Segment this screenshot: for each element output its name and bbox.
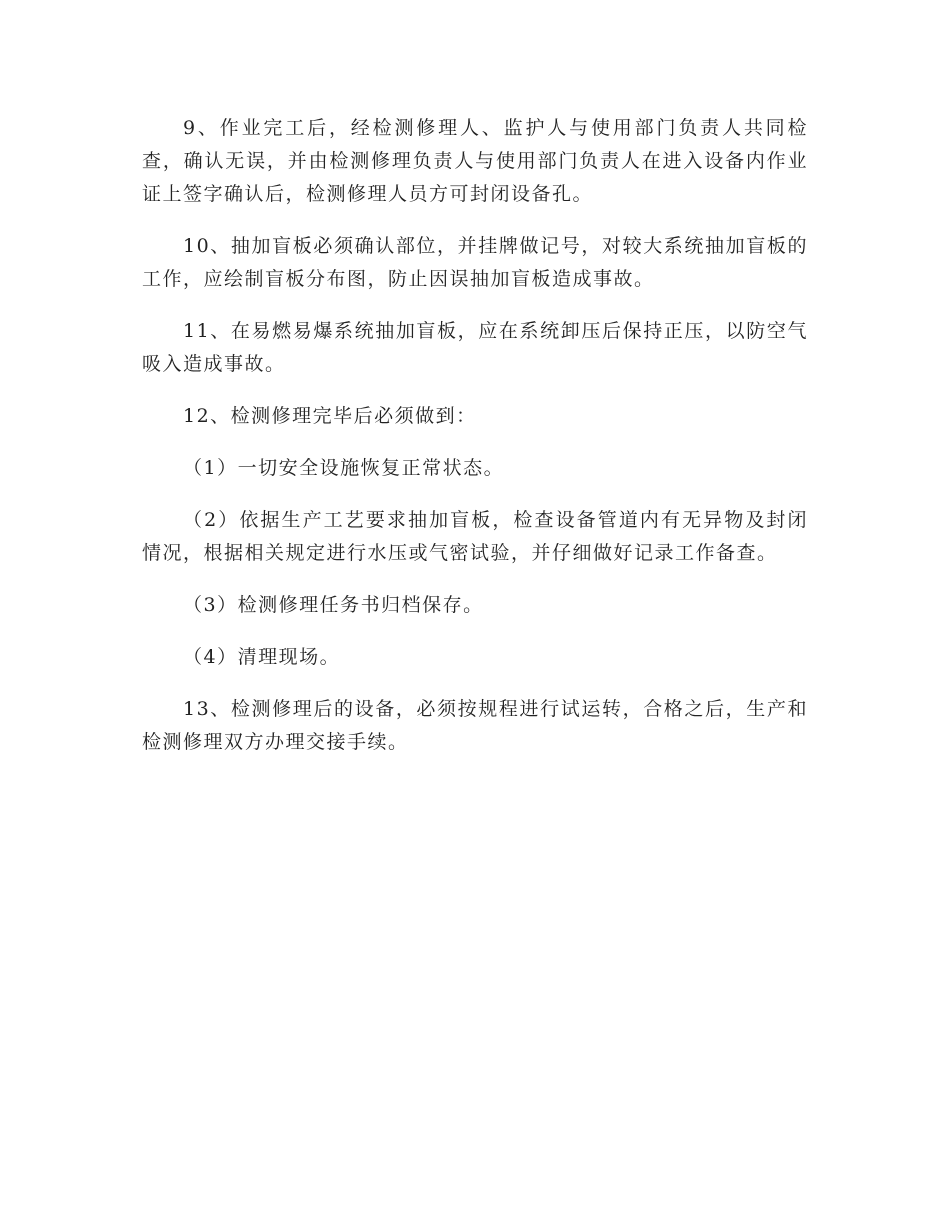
paragraph-13: 13、检测修理后的设备，必须按规程进行试运转，合格之后，生产和检测修理双方办理交接手续。: [142, 698, 808, 753]
paragraph-10: 10、抽加盲板必须确认部位，并挂牌做记号，对较大系统抽加盲板的工作，应绘制盲板分布图，防止因误抽加盲板造成事故。: [142, 235, 808, 290]
list-item-1: （1）一切安全设施恢复正常状态。: [183, 457, 505, 479]
document-body: [142, 112, 808, 778]
paragraph-11: 11、在易燃易爆系统抽加盲板，应在系统卸压后保持正压，以防空气吸入造成事故。: [142, 320, 808, 375]
paragraph-12: 12、检测修理完毕后必须做到：: [183, 405, 477, 427]
paragraph-9: 9、作业完工后，经检测修理人、监护人与使用部门负责人共同检查，确认无误，并由检测修理负责人与使用部门负责人在进入设备内作业证上签字确认后，检测修理人员方可封闭设备孔。: [142, 117, 808, 205]
list-item-2: （2）依据生产工艺要求抽加盲板，检查设备管道内有无异物及封闭情况，根据相关规定进行水压或气密试验，并仔细做好记录工作备查。: [142, 509, 808, 564]
list-item-4: （4）清理现场。: [183, 646, 341, 668]
list-item-3: （3）检测修理任务书归档保存。: [183, 594, 484, 616]
